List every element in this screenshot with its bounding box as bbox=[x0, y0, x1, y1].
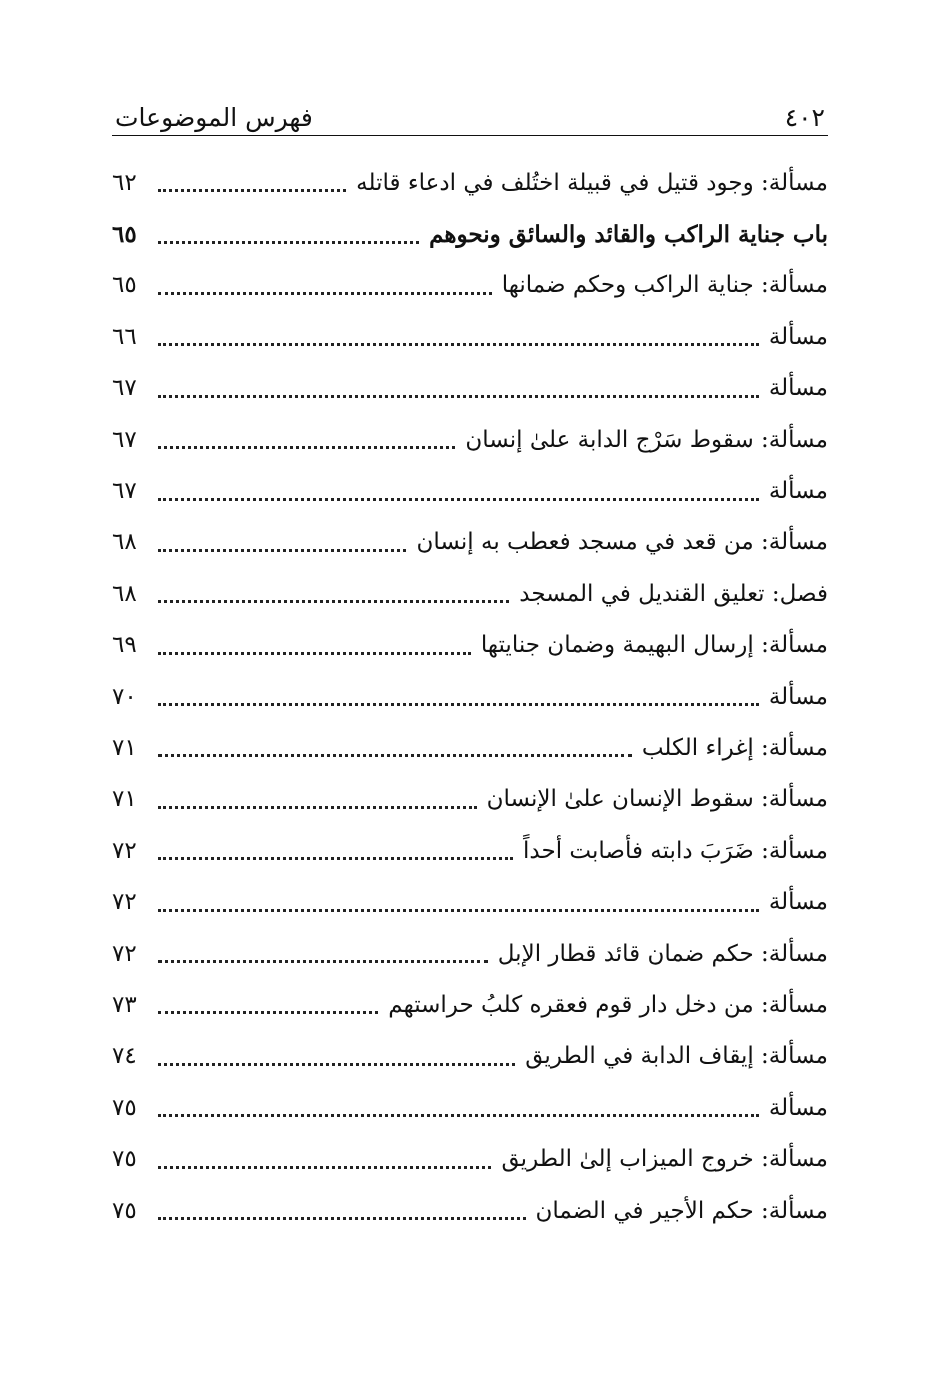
dot-leader bbox=[158, 754, 632, 757]
toc-entry-page-number: ٧٢ bbox=[112, 940, 137, 967]
toc-entry bbox=[112, 671, 828, 722]
dot-leader bbox=[158, 343, 759, 346]
header-divider bbox=[112, 135, 828, 136]
dot-leader bbox=[158, 857, 513, 860]
toc-entry-page-number: ٦٧ bbox=[112, 478, 137, 505]
toc-entry-title: مسألة: سقوط الإنسان علىٰ الإنسان bbox=[486, 786, 828, 813]
toc-entry bbox=[112, 774, 828, 825]
toc-entry-title: مسألة bbox=[768, 375, 828, 402]
dot-leader bbox=[158, 1011, 378, 1014]
dot-leader bbox=[158, 806, 477, 809]
toc-entry-page-number: ٦٥ bbox=[112, 272, 137, 299]
toc-entry bbox=[112, 1031, 828, 1082]
toc-entry-page-number: ٧١ bbox=[112, 786, 137, 813]
toc-entry-page-number: ٦٧ bbox=[112, 375, 137, 402]
toc-entry bbox=[112, 620, 828, 671]
toc-entry bbox=[112, 928, 828, 979]
toc-entry-title: باب جناية الراكب والقائد والسائق ونحوهم bbox=[429, 220, 828, 248]
toc-entry-page-number: ٦٨ bbox=[112, 580, 137, 607]
toc-entry-title: مسألة bbox=[768, 1094, 828, 1121]
toc-entry-title: مسألة bbox=[768, 323, 828, 350]
toc-entry bbox=[112, 722, 828, 773]
dot-leader bbox=[158, 600, 509, 603]
toc-entry-title: مسألة bbox=[768, 683, 828, 710]
toc-entry bbox=[112, 311, 828, 362]
toc-entry bbox=[112, 517, 828, 568]
toc-entry-title: مسألة: خروج الميزاب إلىٰ الطريق bbox=[501, 1146, 828, 1173]
toc-entry-title: مسألة: حكم ضمان قائد قطار الإبل bbox=[497, 940, 828, 967]
dot-leader bbox=[158, 498, 759, 501]
dot-leader bbox=[158, 241, 419, 244]
dot-leader bbox=[158, 703, 759, 706]
toc-entry bbox=[112, 825, 828, 876]
toc-entry-title: مسألة bbox=[768, 889, 828, 916]
toc-entry-page-number: ٧٤ bbox=[112, 1043, 137, 1070]
header-page-number: ٤٠٢ bbox=[784, 103, 825, 132]
toc-entry-title: مسألة: جناية الراكب وحكم ضمانها bbox=[501, 272, 828, 299]
toc-entry-page-number: ٧١ bbox=[112, 734, 137, 761]
dot-leader bbox=[158, 1063, 515, 1066]
toc-entry-page-number: ٦٦ bbox=[112, 323, 137, 350]
dot-leader bbox=[158, 909, 759, 912]
toc-entry-title: مسألة: من قعد في مسجد فعطب به إنسان bbox=[416, 529, 828, 556]
toc-entry bbox=[112, 1082, 828, 1133]
toc-entry-title: مسألة: ضَرَبَ دابته فأصابت أحداً bbox=[523, 837, 828, 864]
dot-leader bbox=[158, 652, 471, 655]
toc-entry-page-number: ٦٩ bbox=[112, 632, 137, 659]
toc-entry bbox=[112, 414, 828, 465]
dot-leader bbox=[158, 189, 346, 192]
toc-entry-page-number: ٧٢ bbox=[112, 889, 137, 916]
toc-entry-title: مسألة: سقوط سَرْج الدابة علىٰ إنسان bbox=[465, 426, 828, 453]
toc-entry-page-number: ٧٥ bbox=[112, 1197, 137, 1224]
running-header bbox=[115, 92, 825, 132]
toc-entry bbox=[112, 465, 828, 516]
toc-entry bbox=[112, 1185, 828, 1236]
toc-entry-page-number: ٦٨ bbox=[112, 529, 137, 556]
dot-leader bbox=[158, 1217, 526, 1220]
toc-entry-page-number: ٦٧ bbox=[112, 426, 137, 453]
toc-entry bbox=[112, 363, 828, 414]
toc-entry bbox=[112, 157, 828, 208]
toc-entry bbox=[112, 260, 828, 311]
toc-entry-title: مسألة: إيقاف الدابة في الطريق bbox=[525, 1043, 828, 1070]
toc-entry-page-number: ٧٠ bbox=[112, 683, 137, 710]
toc-entry-title: مسألة: حكم الأجير في الضمان bbox=[535, 1197, 828, 1224]
toc-entry-page-number: ٧٢ bbox=[112, 837, 137, 864]
toc-section-heading bbox=[112, 208, 828, 259]
toc-entry-title: مسألة bbox=[768, 478, 828, 505]
toc-entry bbox=[112, 876, 828, 927]
dot-leader bbox=[158, 549, 406, 552]
toc-entry bbox=[112, 1133, 828, 1184]
toc-entry bbox=[112, 979, 828, 1030]
dot-leader bbox=[158, 960, 488, 963]
table-of-contents bbox=[112, 157, 828, 1236]
toc-entry-page-number: ٦٥ bbox=[112, 220, 137, 248]
toc-entry-title: مسألة: وجود قتيل في قبيلة اختُلف في ادعاء قاتله bbox=[356, 169, 828, 196]
header-title: فهرس الموضوعات bbox=[115, 103, 313, 132]
dot-leader bbox=[158, 1166, 491, 1169]
toc-entry-page-number: ٧٥ bbox=[112, 1146, 137, 1173]
toc-entry-title: مسألة: من دخل دار قوم فعقره كلبُ حراستهم bbox=[388, 991, 828, 1018]
toc-entry-page-number: ٧٣ bbox=[112, 991, 137, 1018]
dot-leader bbox=[158, 395, 759, 398]
toc-entry-page-number: ٧٥ bbox=[112, 1094, 137, 1121]
toc-entry-title: فصل: تعليق القنديل في المسجد bbox=[519, 580, 828, 607]
dot-leader bbox=[158, 292, 492, 295]
toc-entry-title: مسألة: إغراء الكلب bbox=[641, 734, 828, 761]
dot-leader bbox=[158, 1114, 759, 1117]
toc-entry bbox=[112, 568, 828, 619]
toc-entry-page-number: ٦٢ bbox=[112, 169, 137, 196]
toc-entry-title: مسألة: إرسال البهيمة وضمان جنايتها bbox=[480, 632, 828, 659]
dot-leader bbox=[158, 446, 455, 449]
